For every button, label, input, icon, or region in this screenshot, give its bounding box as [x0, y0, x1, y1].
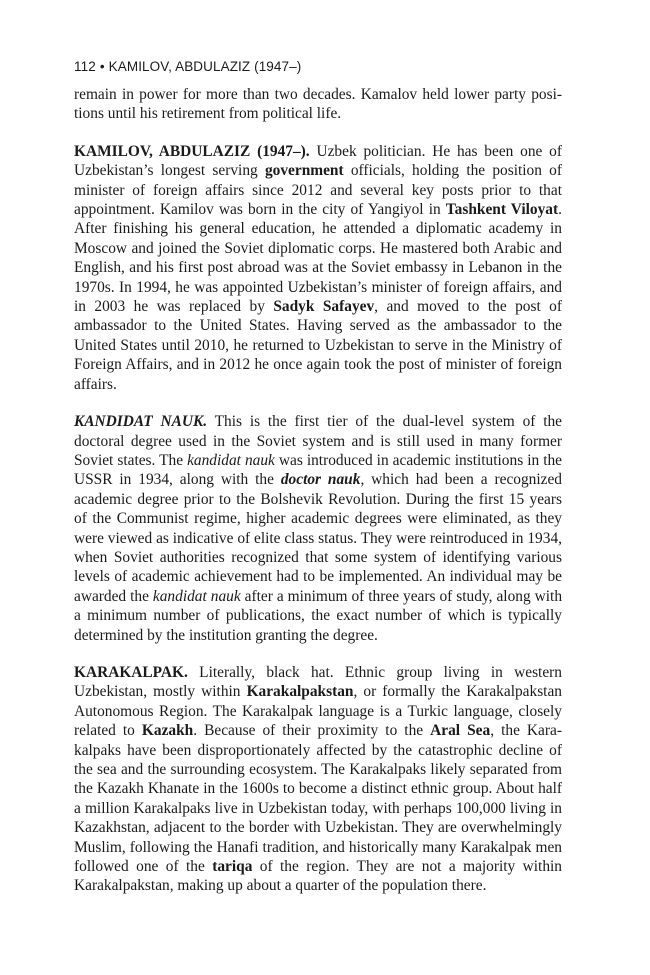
entry-text: This is the first tier of the dual-level system of the doctoral degree used in the Soviet system and is still used in many former Soviet states. The	[74, 413, 563, 469]
cross-reference-aral-sea[interactable]: Aral Sea	[430, 722, 491, 740]
bullet-separator: •	[99, 59, 105, 74]
entry-text: Uzbek politician. He has been one of Uzbekistan’s longest serving	[74, 142, 563, 180]
cross-reference-sadyk-safayev[interactable]: Sadyk Safayev	[273, 298, 375, 316]
cross-reference-tariqa[interactable]: tariqa	[212, 858, 253, 876]
cross-reference-government[interactable]: government	[264, 162, 344, 180]
entry-text: , the Karakalpaks have been disproportionately affected by the catastrophic decline of the sea and the surrounding ecosystem. The Karakalpaks likely separated from the Kazakh Khanate in the 1600s to become a distinct ethnic group. About half a million Karakalpaks live in Uzbekistan today, with perhaps 100,000 living in Kazakhstan, adjacent to the border with Uzbekistan. They are overwhelmingly Muslim, following the Hanafi tradition, and historically many Karakalpak men followed one of the	[74, 722, 562, 876]
running-head	[74, 58, 562, 76]
italic-term: kandidat nauk	[187, 451, 275, 469]
entry-kandidat-nauk	[74, 412, 562, 645]
page-number: 112	[74, 59, 96, 74]
cross-reference-karakalpakstan[interactable]: Karakalpakstan	[246, 683, 354, 701]
entry-text: Literally, black hat. Ethnic group living in western Uzbekistan, mostly within	[74, 663, 562, 701]
cross-reference-tashkent-viloyat[interactable]: Tashkent Viloyat	[445, 201, 559, 219]
entry-headword: KARAKALPAK.	[74, 663, 188, 681]
entry-text: after a minimum of three years of study, along with a minimum number of publications, the exact number of which is typically determined by the institution granting the degree.	[74, 587, 563, 644]
entry-text: was introduced in academic institutions in the USSR in 1934, along with the	[74, 451, 562, 489]
entry-text: of the region. They are not a majority within Karakalpakstan, making up about a quarter of the population there.	[74, 858, 562, 895]
entry-text: officials, holding the position of minister of foreign affairs since 2012 and several key posts prior to that appointment. Kamilov was born in the city of Yangiyol in	[74, 162, 562, 219]
running-head-title: KAMILOV, ABDULAZIZ (1947–)	[108, 59, 302, 74]
entry-headword: KANDIDAT NAUK.	[74, 413, 208, 431]
continuation-text: remain in power for more than two decades. Kamalov held lower party positions until his retirement from political life.	[74, 86, 562, 123]
entry-text: , and moved to the post of ambassador to the United States. Having served as the ambassador to the United States until 2010, he returned to Uzbekistan to serve in the Ministry of Foreign Affairs, and in 2012 he once again took the post of minister of foreign affairs.	[74, 298, 563, 393]
cross-reference-kazakh[interactable]: Kazakh	[141, 722, 194, 740]
entry-text: . After finishing his general education, he attended a diplomatic academy in Moscow and joined the Soviet diplomatic corps. He mastered both Arabic and English, and his first post abroad was at the Soviet embassy in Lebanon in the 1970s. In 1994, he was appointed Uzbekistan’s minister of foreign affairs, and in 2003 he was replaced by	[74, 201, 562, 316]
entry-text: , or formally the Karakalpakstan Autonomous Region. The Karakalpak language is a Turkic language, closely related to	[74, 683, 562, 740]
italic-term: kandidat nauk	[152, 587, 241, 605]
entry-text: , which had been a recognized academic degree prior to the Bolshevik Revolution. During the first 15 years of the Communist regime, higher academic degrees were eliminated, as they were viewed as indicative of elite class status. They were reintroduced in 1934, when Soviet authorities recognized that some system of identifying various levels of academic achievement had to be implemented. An individual may be awarded the	[74, 471, 562, 605]
entry-kamilov	[74, 142, 562, 394]
entry-headword: KAMILOV, ABDULAZIZ (1947–).	[74, 142, 310, 160]
cross-reference-doctor-nauk[interactable]: doctor nauk	[280, 471, 361, 489]
entry-text: . Because of their proximity to the	[193, 722, 431, 740]
book-page	[74, 58, 562, 896]
continued-paragraph	[74, 85, 562, 124]
entry-karakalpak	[74, 663, 562, 896]
